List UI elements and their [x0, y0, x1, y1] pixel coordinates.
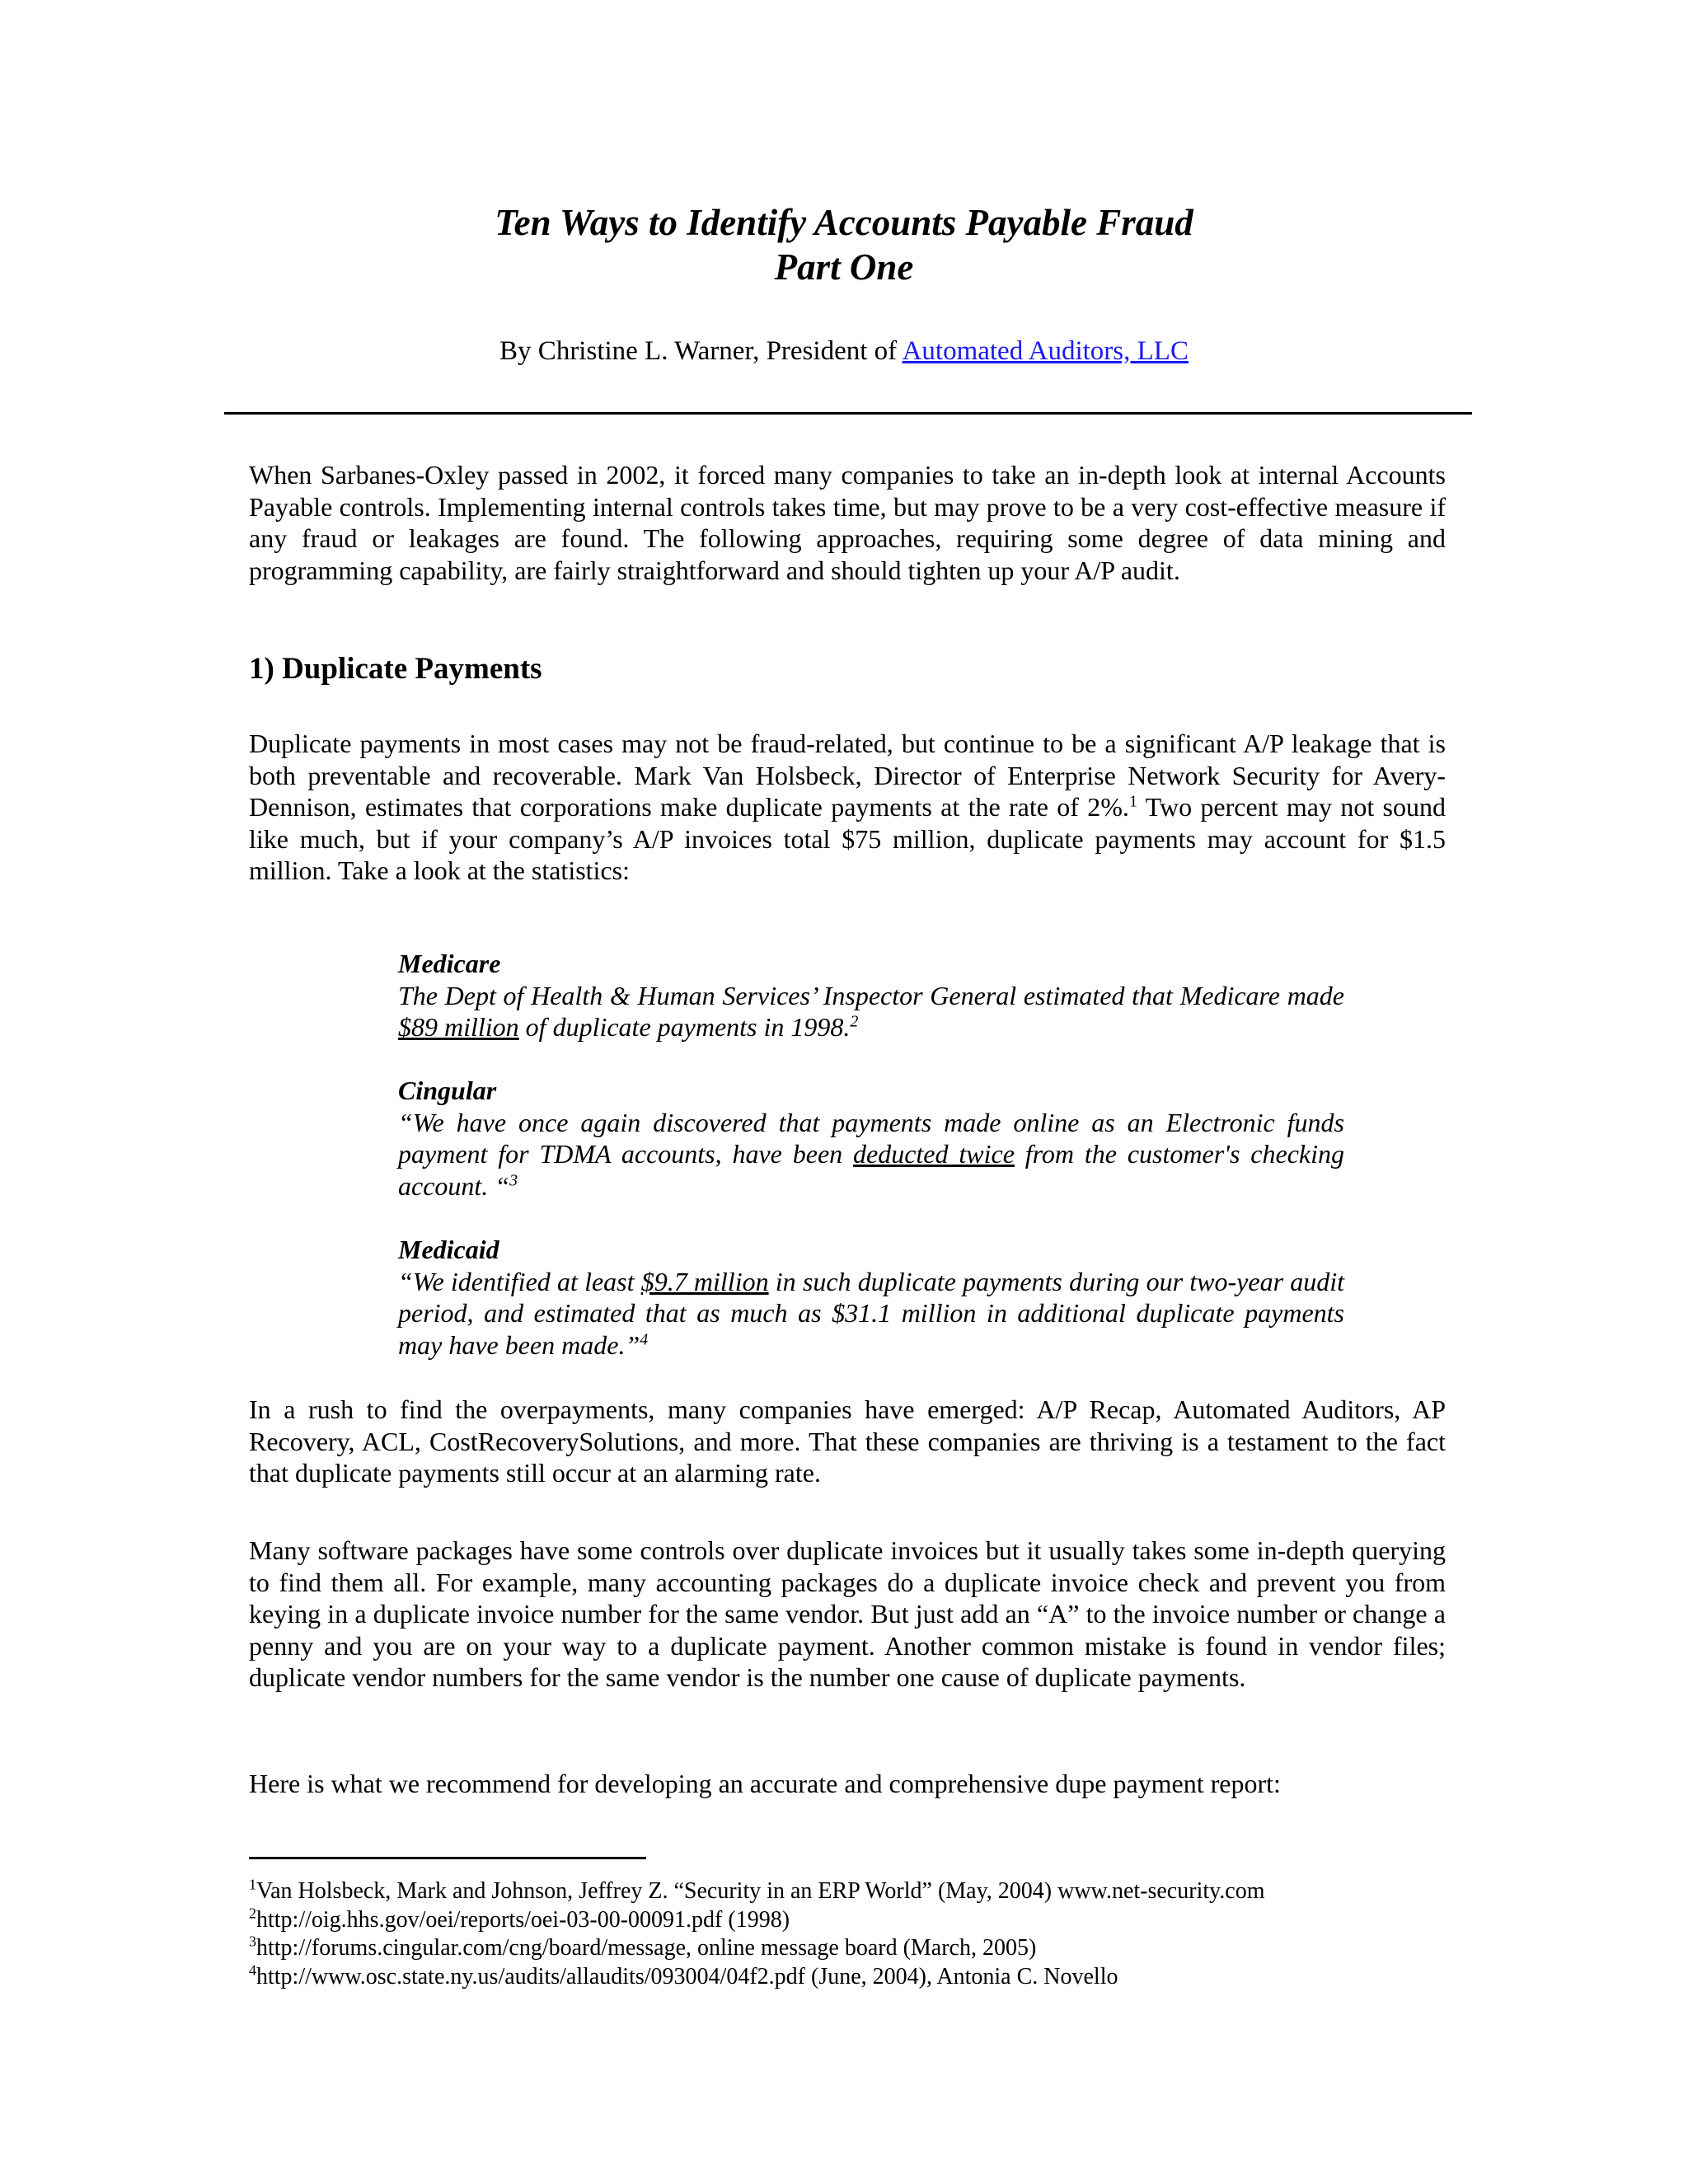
footnote-text: http://www.osc.state.ny.us/audits/allaudits/093004/04f2.pdf (June, 2004), Antonia C. Novello: [256, 1963, 1118, 1990]
paragraph-text: Duplicate payments in most cases may not be fraud-related, but continue to be a significant A/P leakage that is both preventable and recoverable. Mark Van Holsbeck, Director of Enterprise Network Security for Avery-Dennison, estimates that corporations make duplicate payments at the rate of 2%.: [249, 729, 1446, 822]
statistic-emphasis: $9.7 million: [640, 1266, 769, 1296]
rush-paragraph: In a rush to find the overpayments, many companies have emerged: A/P Recap, Automated Auditors, AP Recovery, ACL, CostRecoverySolutions, and more. That these companies are thriving is a testament to the fact that duplicate payments still occur at an alarming rate.: [249, 1394, 1446, 1488]
statistic-emphasis: deducted twice: [853, 1139, 1015, 1169]
statistic-text: in such duplicate payments during our two-year audit period, and estimated that as much as $31.1 million in additional duplicate payments may have been made.”: [398, 1266, 1345, 1360]
footnote-ref: 2: [850, 1012, 859, 1031]
statistic-text: “We identified at least: [398, 1266, 641, 1296]
byline: [0, 335, 1688, 368]
statistic-name: Cingular: [398, 1076, 497, 1105]
footnote-1: [249, 1877, 1485, 1906]
statistic-name: Medicare: [398, 949, 501, 978]
footnote-number: 1: [249, 1876, 256, 1893]
statistic-text: “We have once again discovered that payments made online as an Electronic funds payment for TDMA accounts, have been: [398, 1107, 1344, 1169]
statistic-name: Medicaid: [398, 1235, 499, 1264]
footnote-2: [249, 1906, 1485, 1935]
recommendation-paragraph: Here is what we recommend for developing an accurate and comprehensive dupe payment report:: [249, 1769, 1281, 1798]
statistic-text: from the customer's checking account. “: [398, 1139, 1344, 1201]
footnote-text: http://forums.cingular.com/cng/board/message, online message board (March, 2005): [256, 1935, 1037, 1961]
footnote-ref: 1: [1128, 792, 1137, 811]
footnote-ref: 3: [509, 1170, 518, 1189]
statistic-text: of duplicate payments in 1998.: [518, 1012, 851, 1042]
footnote-ref: 4: [640, 1329, 649, 1348]
statistic-medicaid: [398, 1234, 1344, 1361]
duplicate-payments-paragraph: [249, 728, 1446, 887]
intro-paragraph: When Sarbanes-Oxley passed in 2002, it forced many companies to take an in-depth look at internal Accounts Payable controls. Implementing internal controls takes time, but may prove to be a very cost-effective measure if any fraud or leakages are found. The following approaches, requiring some degree of data mining and programming capability, are fairly straightforward and should tighten up your A/P audit.: [249, 460, 1446, 585]
title-line-2: Part One: [774, 246, 914, 288]
statistic-cingular: [398, 1075, 1344, 1202]
footnotes: [249, 1877, 1485, 1991]
software-paragraph: Many software packages have some controls over duplicate invoices but it usually takes some in-depth querying to find them all. For example, many accounting packages do a duplicate invoice check and prevent you from keying in a duplicate invoice number for the same vendor. But just add an “A” to the invoice number or change a penny and you are on your way to a duplicate payment. Another common mistake is found in vendor files; duplicate vendor numbers for the same vendor is the number one cause of duplicate payments.: [249, 1535, 1446, 1692]
footnote-number: 2: [249, 1905, 256, 1922]
statistic-emphasis: $89 million: [398, 1012, 519, 1042]
title-divider: [224, 412, 1472, 415]
statistic-text: The Dept of Health & Human Services’ Inspector General estimated that Medicare made: [398, 980, 1344, 1010]
paragraph-text: Two percent may not sound like much, but if your company’s A/P invoices total $75 million, duplicate payments may account for $1.5 million. Take a look at the statistics:: [249, 792, 1447, 885]
byline-prefix: By Christine L. Warner, President of: [499, 336, 903, 366]
title-line-1: Ten Ways to Identify Accounts Payable Fraud: [495, 202, 1193, 243]
footnote-divider: [249, 1857, 646, 1859]
footnote-number: 3: [249, 1933, 256, 1950]
footnote-3: [249, 1934, 1485, 1963]
section-heading-duplicate-payments: 1) Duplicate Payments: [249, 652, 542, 686]
footnote-text: http://oig.hhs.gov/oei/reports/oei-03-00-00091.pdf (1998): [256, 1906, 790, 1933]
footnote-text: Van Holsbeck, Mark and Johnson, Jeffrey Z. “Security in an ERP World” (May, 2004) www.net-security.com: [256, 1878, 1265, 1904]
company-link[interactable]: Automated Auditors, LLC: [902, 336, 1189, 366]
statistic-medicare: [398, 948, 1344, 1043]
footnote-number: 4: [249, 1961, 256, 1979]
footnote-4: [249, 1963, 1485, 1992]
